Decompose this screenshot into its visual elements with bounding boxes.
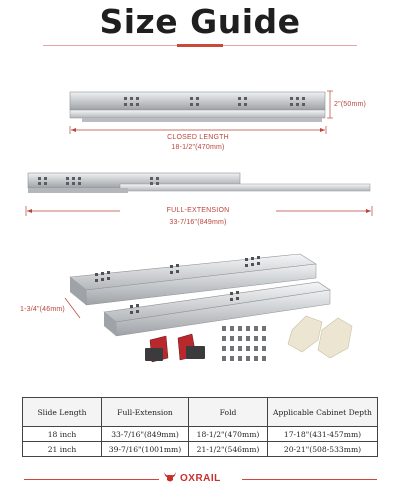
table-row	[23, 427, 378, 442]
table-cell: 39-7/16"(1001mm)	[102, 442, 189, 457]
extended-slide	[28, 173, 370, 193]
brand-name: OXRAIL	[180, 473, 221, 484]
table-cell: 18-1/2"(470mm)	[189, 427, 268, 442]
table-cell: 21-1/2"(546mm)	[189, 442, 268, 457]
closed-length-title: CLOSED LENGTH	[167, 134, 229, 141]
closed-height-dimension	[327, 91, 333, 118]
column-header: Applicable Cabinet Depth	[268, 398, 378, 427]
table-cell: 17-18"(431-457mm)	[268, 427, 378, 442]
width-dimension	[65, 298, 80, 318]
table-row	[23, 442, 378, 457]
closed-slide	[70, 92, 325, 122]
brand-divider-left	[24, 479, 159, 480]
slide-pair	[70, 254, 330, 336]
table-cell: 21 inch	[23, 442, 102, 457]
table-header-row	[23, 398, 378, 427]
extended-length-value: 33-7/16"(849mm)	[169, 219, 227, 226]
width-label: 1-3/4"(46mm)	[20, 306, 65, 313]
table-cell: 20-21"(508-533mm)	[268, 442, 378, 457]
locking-clips	[145, 334, 205, 362]
mounting-screws	[222, 326, 266, 361]
page-title: Size Guide	[99, 2, 301, 41]
spec-table	[22, 397, 378, 457]
closed-length-value: 18-1/2"(470mm)	[171, 144, 225, 151]
rear-brackets	[288, 316, 352, 358]
table-cell: 33-7/16"(849mm)	[102, 427, 189, 442]
closed-height-label: 2"(50mm)	[334, 101, 367, 108]
extended-length-title: FULL-EXTENSION	[120, 207, 276, 214]
column-header: Slide Length	[23, 398, 102, 427]
brand-divider-right	[242, 479, 377, 480]
table-cell: 18 inch	[23, 427, 102, 442]
closed-length-dimension	[70, 126, 326, 134]
bull-head-icon	[163, 470, 177, 484]
column-header: Full-Extension	[102, 398, 189, 427]
column-header: Fold	[189, 398, 268, 427]
